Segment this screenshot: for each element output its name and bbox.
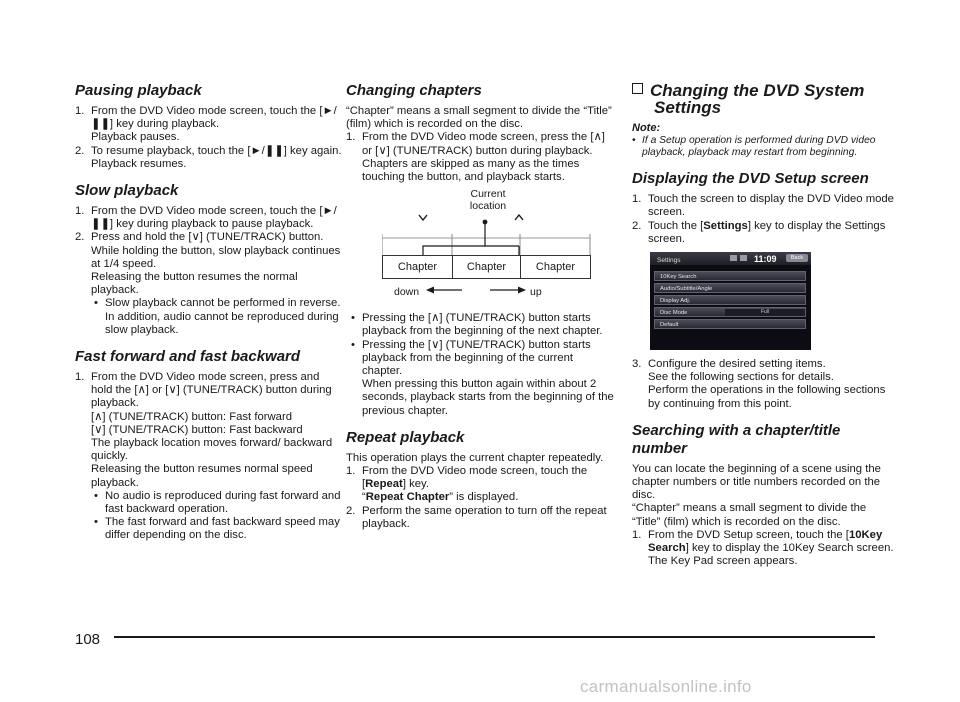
- 10key-search-key-label: 10Key Search: [648, 528, 883, 555]
- footer-rule: [114, 636, 875, 638]
- search-intro: You can locate the beginning of a scene using the chapter numbers or title numbers recorded on the disc.: [632, 462, 881, 502]
- chapter-box: Chapter: [452, 255, 521, 279]
- note-list: [632, 135, 894, 159]
- list-item: 1. From the DVD Video mode screen, touch the [Repeat] key. “Repeat Chapter” is displayed.: [346, 465, 588, 504]
- disc-icon: [730, 255, 737, 261]
- screenshot-title: Settings: [657, 257, 681, 265]
- heading-pausing-playback: Pausing playback: [75, 82, 202, 99]
- screenshot-clock: 11:09: [754, 254, 777, 265]
- pausing-steps: [75, 105, 343, 171]
- watermark: carmanualsonline.info: [580, 677, 752, 696]
- left-arrow-icon: [426, 287, 434, 294]
- fast-steps: [75, 371, 343, 543]
- up-label: up: [530, 286, 542, 299]
- heading-changing-chapters: Changing chapters: [346, 82, 482, 99]
- chapters-notes: [346, 312, 614, 418]
- column-right: [632, 82, 894, 568]
- search-steps: [632, 529, 894, 569]
- current-location-label: Current location: [469, 188, 507, 213]
- repeat-chapter-label: Repeat Chapter: [365, 491, 450, 504]
- chapters-intro: “Chapter” means a small segment to divide the “Title” (film) which is recorded on the disc.: [346, 105, 612, 131]
- chapters-steps: [346, 131, 614, 184]
- list-item: 3. Configure the desired setting items. See the following sections for details. Perform the operations in the following sections by continuing from this point.: [632, 358, 886, 410]
- list-item: 1. Touch the screen to display the DVD Video mode screen.: [632, 193, 894, 219]
- search-intro-chapter: “Chapter” means a small segment to divide the “Title” (film) which is recorded on the disc.: [632, 502, 867, 528]
- down-label: down: [394, 286, 420, 299]
- fast-notes: [91, 490, 343, 543]
- disc-mode-value: Full: [725, 309, 805, 316]
- column-left: [75, 82, 343, 543]
- list-item: 1. From the DVD Video mode screen, touch the [►/❚❚] key during playback to pause playback.: [75, 205, 337, 231]
- list-item: • No audio is reproduced during fast forward and fast backward operation.: [91, 490, 343, 516]
- screenshot-menu-item: Display Adj.: [654, 295, 806, 305]
- chapter-box: Chapter: [520, 255, 591, 279]
- slow-steps: [75, 205, 343, 337]
- heading-search-chapter-title: Searching with a chapter/title number: [632, 421, 841, 457]
- chapter-box: Chapter: [382, 255, 453, 279]
- screenshot-menu-item: 10Key Search: [654, 271, 806, 281]
- up-chevron-icon: [515, 215, 523, 220]
- list-item: 2. Press and hold the [∨] (TUNE/TRACK) button. While holding the button, slow playback continues at 1/4 speed. Releasing the button resumes the normal playback. • Slow playback cannot be performed in reverse. In addition, audio cannot be reproduced during slow playback.: [75, 231, 343, 337]
- list-item: 2. Touch the [Settings] key to display the Settings screen.: [632, 219, 886, 245]
- list-item: • Pressing the [∧] (TUNE/TRACK) button starts playback from the beginning of the next chapter.: [346, 312, 614, 338]
- signal-icon: [740, 255, 747, 261]
- list-item: • Slow playback cannot be performed in reverse. In addition, audio cannot be reproduced during slow playback.: [91, 297, 343, 337]
- list-item: 1. From the DVD Video mode screen, press and hold the [∧] or [∨] (TUNE/TRACK) button during playback. [∧] (TUNE/TRACK) button: Fast forward [∨] (TUNE/TRACK) button: Fast backward The playback location moves forward/ backward quickly. Releasing the button resumes normal speed playback. • No audio is reproduced during fast forward and fast backward operation. • The fast forward and fast backward speed may differ depending on the disc.: [75, 371, 343, 543]
- down-chevron-icon: [419, 215, 427, 220]
- repeat-steps: [346, 465, 614, 531]
- screenshot-menu-item: Default: [654, 319, 806, 329]
- slow-notes: [91, 297, 343, 337]
- settings-key-label: Settings: [703, 219, 748, 232]
- screenshot-back-button: Back: [786, 254, 808, 262]
- screenshot-menu-item: Disc Mode Full: [654, 307, 806, 317]
- note-label: Note:: [632, 122, 661, 134]
- setup-steps-continued: [632, 358, 894, 411]
- list-item: 1. From the DVD Setup screen, touch the [10Key Search] key to display the 10Key Search screen. The Key Pad screen appears.: [632, 528, 894, 568]
- list-item: 2. To resume playback, touch the [►/❚❚] key again. Playback resumes.: [75, 144, 342, 170]
- right-arrow-icon: [518, 287, 526, 294]
- list-item: 1. From the DVD Video mode screen, touch the [►/❚❚] key during playback. Playback pauses.: [75, 105, 337, 144]
- chapter-diagram: [382, 188, 592, 306]
- list-item: • The fast forward and fast backward speed may differ depending on the disc.: [91, 516, 343, 542]
- heading-fast-forward-backward: Fast forward and fast backward: [75, 348, 301, 366]
- screenshot-menu-item: Audio/Subtitle/Angle: [654, 283, 806, 293]
- heading-repeat-playback: Repeat playback: [346, 428, 465, 446]
- repeat-key-label: Repeat: [365, 478, 403, 491]
- list-item: • Pressing the [∨] (TUNE/TRACK) button starts playback from the beginning of the current chapter. When pressing this button again within about 2 seconds, playback starts from the beginning of the previous chapter.: [346, 339, 614, 418]
- column-middle: [346, 82, 614, 531]
- list-item: 1. From the DVD Video mode screen, press the [∧] or [∨] (TUNE/TRACK) button during playback. Chapters are skipped as many as the times touching the button, and playback starts.: [346, 131, 605, 184]
- page-number: 108: [75, 631, 101, 648]
- list-item: 2. Perform the same operation to turn off the repeat playback.: [346, 504, 607, 530]
- checkbox-square-icon: [632, 83, 643, 94]
- heading-dvd-setup-screen: Displaying the DVD Setup screen: [632, 170, 869, 188]
- heading-slow-playback: Slow playback: [75, 182, 179, 200]
- repeat-intro: This operation plays the current chapter repeatedly.: [346, 451, 604, 464]
- heading-dvd-system-settings: Changing the DVD System Settings: [632, 82, 894, 116]
- settings-screenshot: [650, 252, 811, 350]
- list-item: • If a Setup operation is performed during DVD video playback, playback may restart from beginning.: [632, 135, 894, 159]
- setup-steps: [632, 193, 894, 246]
